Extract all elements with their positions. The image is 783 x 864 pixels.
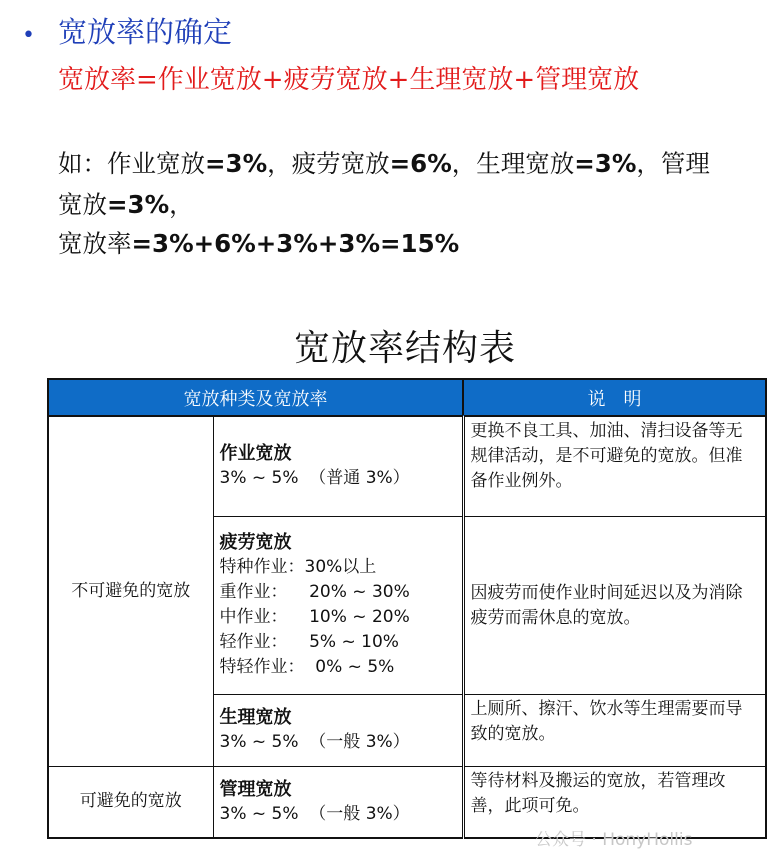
bullet-icon: •: [22, 23, 35, 48]
formula-text: 宽放率=作业宽放+疲劳宽放+生理宽放+管理宽放: [58, 65, 640, 95]
allowance-rate: 中作业： 10% ~ 20%: [219, 607, 410, 627]
allowance-cell: [213, 516, 463, 694]
description-cell: 上厕所、擦汗、饮水等生理需要而导致的宽放。: [463, 694, 766, 766]
section-heading: 宽放率的确定: [58, 15, 233, 49]
allowance-table: [47, 378, 767, 839]
example-text: 如：作业宽放: [58, 149, 205, 178]
allowance-name: 疲劳宽放: [219, 532, 292, 553]
example-value: =3%: [205, 149, 268, 178]
total-formula: =3%+6%+3%+3%=15%: [131, 229, 460, 258]
allowance-rate: 特种作业：30%以上: [219, 557, 377, 577]
allowance-rate: 3% ~ 5% （普通 3%）: [219, 468, 410, 489]
example-text: ，疲劳宽放: [267, 149, 390, 178]
heading-row: [22, 10, 232, 51]
example-value: =3%: [574, 149, 637, 178]
example-text: ，管理: [636, 149, 710, 178]
example-value: =6%: [389, 149, 452, 178]
allowance-cell: [213, 694, 463, 766]
example-line-2: [58, 184, 758, 225]
allowance-name: 生理宽放: [219, 707, 292, 728]
allowance-rate: 轻作业： 5% ~ 10%: [219, 632, 399, 652]
allowance-cell: [213, 416, 463, 516]
example-line-1: [58, 143, 758, 184]
table-title: 宽放率结构表: [293, 328, 516, 369]
table-header-row: [48, 379, 766, 416]
header-left: 宽放种类及宽放率: [48, 379, 463, 416]
header-right: 说 明: [463, 379, 766, 416]
example-text: 宽放: [58, 190, 107, 219]
watermark: 公众号 · HonyHollis: [535, 830, 693, 850]
allowance-rate: 特轻作业： 0% ~ 5%: [219, 657, 395, 677]
allowance-cell: [213, 766, 463, 838]
allowance-name: 作业宽放: [219, 443, 292, 465]
total-line: [58, 225, 459, 260]
description-cell: 等待材料及搬运的宽放，若管理改善，此项可免。: [463, 766, 766, 838]
allowance-rate: 3% ~ 5% （一般 3%）: [219, 732, 410, 752]
allowance-rate: 3% ~ 5% （一般 3%）: [219, 803, 410, 824]
allowance-rate: 重作业： 20% ~ 30%: [219, 582, 410, 602]
example-text: ，生理宽放: [451, 149, 575, 178]
description-cell: 因疲劳而使作业时间延迟以及为消除疲劳而需休息的宽放。: [463, 516, 766, 694]
total-label: 宽放率: [58, 229, 132, 258]
description-cell: 更换不良工具、加油、清扫设备等无规律活动，是不可避免的宽放。但准备作业例外。: [463, 416, 766, 516]
allowance-name: 管理宽放: [219, 778, 292, 800]
table-row: [48, 416, 766, 516]
example-paragraph: [58, 143, 758, 225]
group-label-unavoidable: 不可避免的宽放: [48, 416, 213, 766]
example-value: =3%: [107, 190, 170, 219]
group-label-avoidable: 可避免的宽放: [48, 766, 213, 838]
example-text: ，: [169, 190, 194, 219]
